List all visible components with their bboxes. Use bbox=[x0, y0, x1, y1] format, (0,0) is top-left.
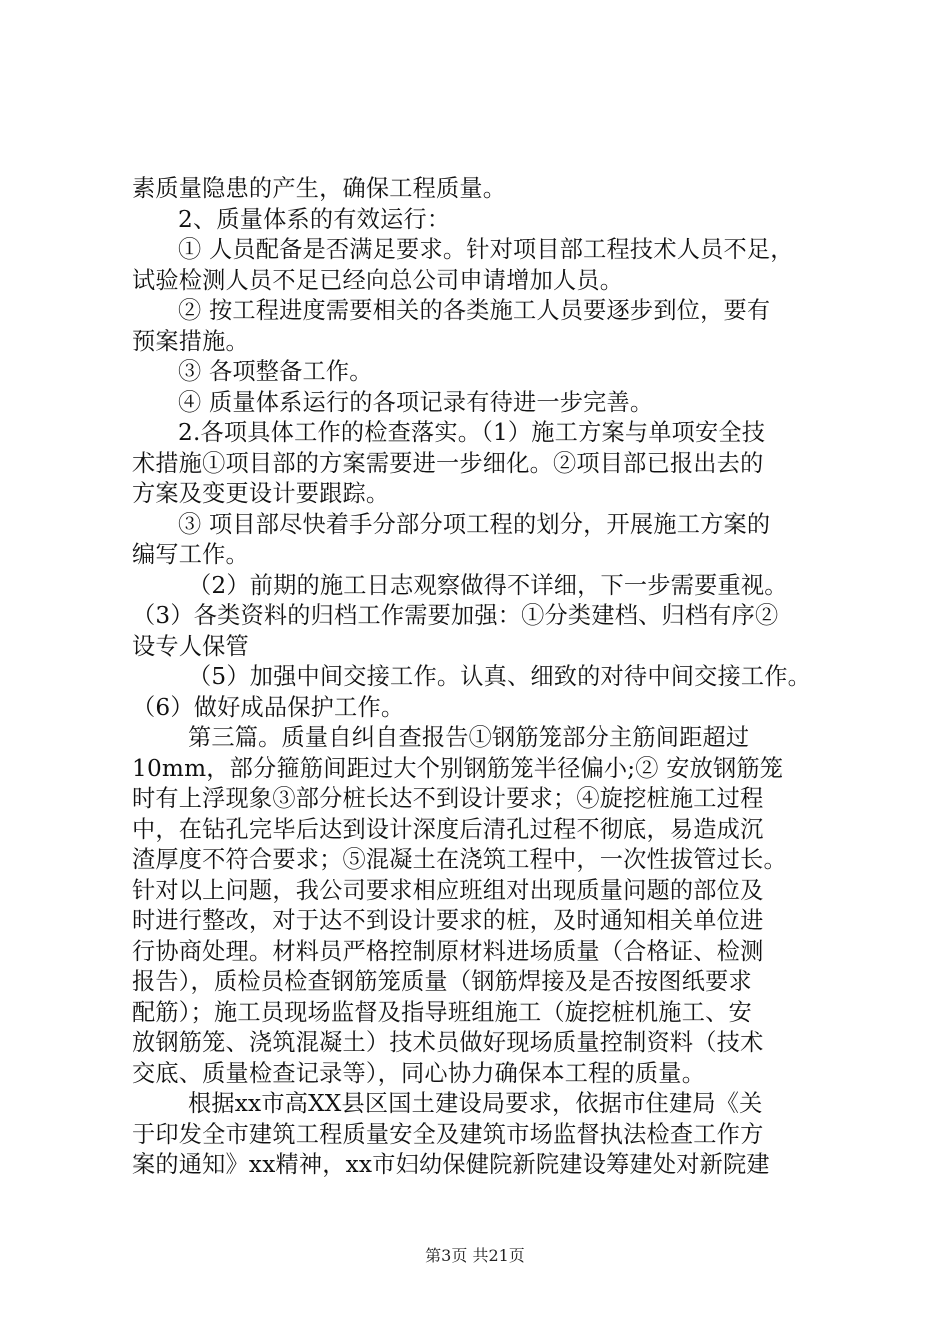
text-line: 针对以上问题，我公司要求相应班组对出现质量问题的部位及 bbox=[132, 876, 764, 904]
text-line: 第三篇。质量自纠自查报告①钢筋笼部分主筋间距超过 bbox=[188, 724, 750, 751]
text-line: （5）加强中间交接工作。认真、细致的对待中间交接工作。 bbox=[188, 663, 812, 690]
text-line: （2）前期的施工日志观察做得不详细，下一步需要重视。 bbox=[188, 571, 788, 599]
text-line: 时进行整改，对于达不到设计要求的桩，及时通知相关单位进 bbox=[132, 907, 764, 934]
text-line: 试验检测人员不足已经向总公司申请增加人员。 bbox=[132, 266, 624, 294]
text-line: 素质量隐患的产生，确保工程质量。 bbox=[132, 175, 507, 202]
text-line: 行协商处理。材料员严格控制原材料进场质量（合格证、检测 bbox=[132, 937, 764, 965]
page-footer: 第3页 共21页 bbox=[425, 1246, 525, 1265]
text-line: 编写工作。 bbox=[132, 541, 249, 568]
text-line: 交底、质量检查记录等），同心协力确保本工程的质量。 bbox=[132, 1059, 706, 1087]
text-line: 渣厚度不符合要求；⑤混凝土在浇筑工程中，一次性拔管过长。 bbox=[132, 846, 787, 873]
text-line: 放钢筋笼、浇筑混凝土）技术员做好现场质量控制资料（技术 bbox=[132, 1029, 764, 1056]
text-line: 中，在钻孔完毕后达到设计深度后清孔过程不彻底，易造成沉 bbox=[132, 815, 764, 843]
text-line: ④ 质量体系运行的各项记录有待进一步完善。 bbox=[178, 388, 654, 416]
text-line: 10mm，部分箍筋间距过大个别钢筋笼半径偏小;② 安放钢筋笼 bbox=[132, 754, 784, 782]
text-line: 设专人保管 bbox=[132, 632, 249, 660]
text-line: （6）做好成品保护工作。 bbox=[132, 693, 405, 721]
text-line: 预案措施。 bbox=[132, 327, 249, 355]
text-line: 术措施①项目部的方案需要进一步细化。②项目部已报出去的 bbox=[132, 449, 764, 477]
text-line: ③ 各项整备工作。 bbox=[178, 358, 373, 385]
document-body bbox=[132, 174, 844, 1181]
text-line: 方案及变更设计要跟踪。 bbox=[132, 480, 390, 507]
text-line: ② 按工程进度需要相关的各类施工人员要逐步到位，要有 bbox=[178, 297, 771, 324]
text-line: 配筋）；施工员现场监督及指导班组施工（旋挖桩机施工、安 bbox=[132, 998, 752, 1026]
text-line: 报告），质检员检查钢筋笼质量（钢筋焊接及是否按图纸要求 bbox=[132, 968, 752, 995]
text-line: 2、质量体系的有效运行： bbox=[178, 205, 451, 233]
text-line: ① 人员配备是否满足要求。针对项目部工程技术人员不足， bbox=[178, 236, 794, 263]
text-line: 2.各项具体工作的检查落实。（1）施工方案与单项安全技 bbox=[178, 419, 766, 446]
text-line: 于印发全市建筑工程质量安全及建筑市场监督执法检查工作方 bbox=[132, 1120, 764, 1148]
text-line: （3）各类资料的归档工作需要加强：①分类建档、归档有序② bbox=[132, 602, 779, 629]
text-line: 时有上浮现象③部分桩长达不到设计要求；④旋挖桩施工过程 bbox=[132, 785, 764, 812]
text-line: 案的通知》xx精神，xx市妇幼保健院新院建设筹建处对新院建 bbox=[132, 1151, 770, 1178]
text-line: 根据xx市高XX县区国土建设局要求，依据市住建局《关 bbox=[188, 1090, 763, 1117]
text-line: ③ 项目部尽快着手分部分项工程的划分，开展施工方案的 bbox=[178, 510, 771, 538]
